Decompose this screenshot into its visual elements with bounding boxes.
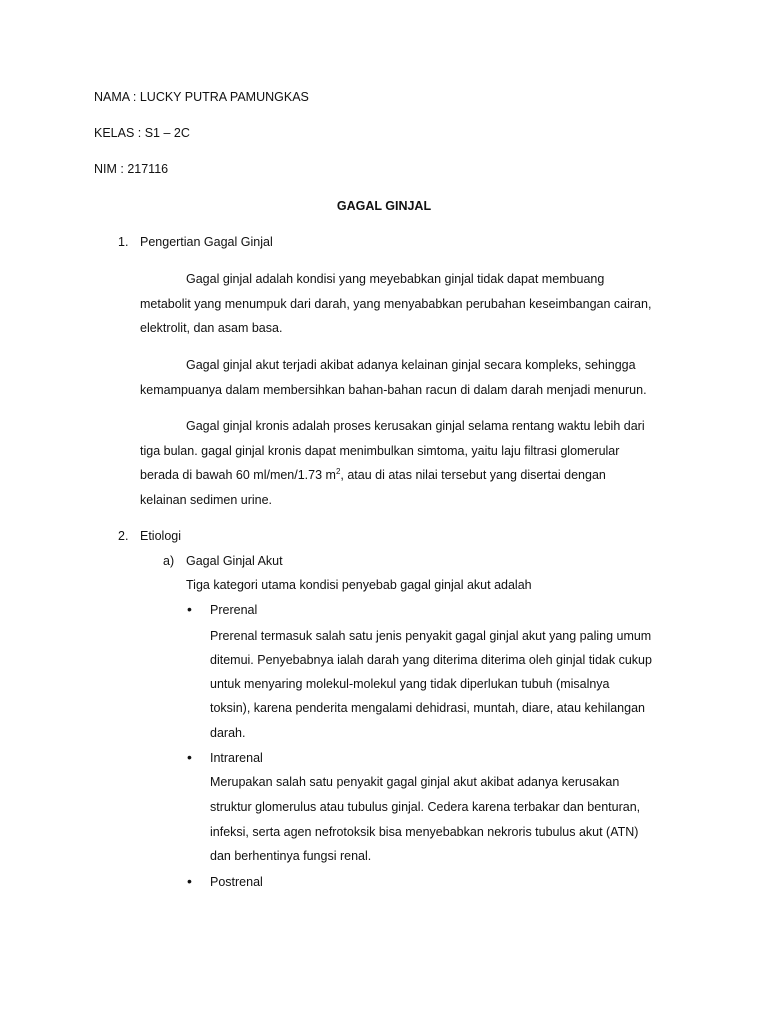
bullet-line: toksin), karena penderita mengalami dehidrasi, muntah, diare, atau kehilangan — [210, 701, 645, 715]
paragraph-line: Gagal ginjal akut terjadi akibat adanya kelainan ginjal secara kompleks, sehingga — [186, 358, 636, 372]
subsection-intro: Tiga kategori utama kondisi penyebab gagal ginjal akut adalah — [186, 578, 532, 592]
paragraph-line: Gagal ginjal adalah kondisi yang meyebabkan ginjal tidak dapat membuang — [186, 272, 605, 286]
bullet-title: Intrarenal — [210, 751, 263, 765]
student-name: NAMA : LUCKY PUTRA PAMUNGKAS — [94, 90, 309, 104]
bullet-title: Postrenal — [210, 875, 263, 889]
bullet-title: Prerenal — [210, 603, 258, 617]
bullet-icon: • — [187, 749, 192, 765]
bullet-line: Merupakan salah satu penyakit gagal ginjal akut akibat adanya kerusakan — [210, 775, 620, 789]
bullet-line: infeksi, serta agen nefrotoksik bisa menyebabkan nekroris tubulus akut (ATN) — [210, 825, 639, 839]
paragraph-line: metabolit yang menumpuk dari darah, yang menyababkan perubahan keseimbangan cairan, — [140, 297, 652, 311]
section-number: 1. — [118, 235, 129, 249]
subsection-title: Gagal Ginjal Akut — [186, 554, 283, 568]
paragraph-line — [140, 467, 606, 483]
student-class: KELAS : S1 – 2C — [94, 126, 190, 140]
section-title: Etiologi — [140, 529, 181, 543]
bullet-icon: • — [187, 601, 192, 617]
document-title: GAGAL GINJAL — [336, 199, 432, 213]
section-number: 2. — [118, 529, 129, 543]
paragraph-line: elektrolit, dan asam basa. — [140, 321, 283, 335]
bullet-line: darah. — [210, 726, 246, 740]
section-title: Pengertian Gagal Ginjal — [140, 235, 273, 249]
paragraph-line: kelainan sedimen urine. — [140, 493, 273, 507]
paragraph-text: berada di bawah 60 ml/men/1.73 m — [140, 468, 336, 482]
subsection-marker: a) — [163, 554, 175, 568]
bullet-line: untuk menyaring molekul-molekul yang tidak diperlukan tubuh (misalnya — [210, 677, 610, 691]
paragraph-line: kemampuanya dalam membersihkan bahan-bahan racun di dalam darah menjadi menurun. — [140, 383, 647, 397]
paragraph-line: Gagal ginjal kronis adalah proses kerusakan ginjal selama rentang waktu lebih dari — [186, 419, 645, 433]
student-nim: NIM : 217116 — [94, 162, 169, 176]
bullet-line: dan berhentinya fungsi renal. — [210, 849, 372, 863]
bullet-icon: • — [187, 873, 192, 889]
bullet-line: ditemui. Penyebabnya ialah darah yang diterima diterima oleh ginjal tidak cukup — [210, 653, 652, 667]
superscript: 2 — [335, 466, 341, 476]
bullet-line: struktur glomerulus atau tubulus ginjal. Cedera karena terbakar dan benturan, — [210, 800, 641, 814]
bullet-line: Prerenal termasuk salah satu jenis penyakit gagal ginjal akut yang paling umum — [210, 629, 652, 643]
paragraph-text: , atau di atas nilai tersebut yang disertai dengan — [340, 468, 606, 482]
paragraph-line: tiga bulan. gagal ginjal kronis dapat menimbulkan simtoma, yaitu laju filtrasi glomerular — [140, 444, 620, 458]
